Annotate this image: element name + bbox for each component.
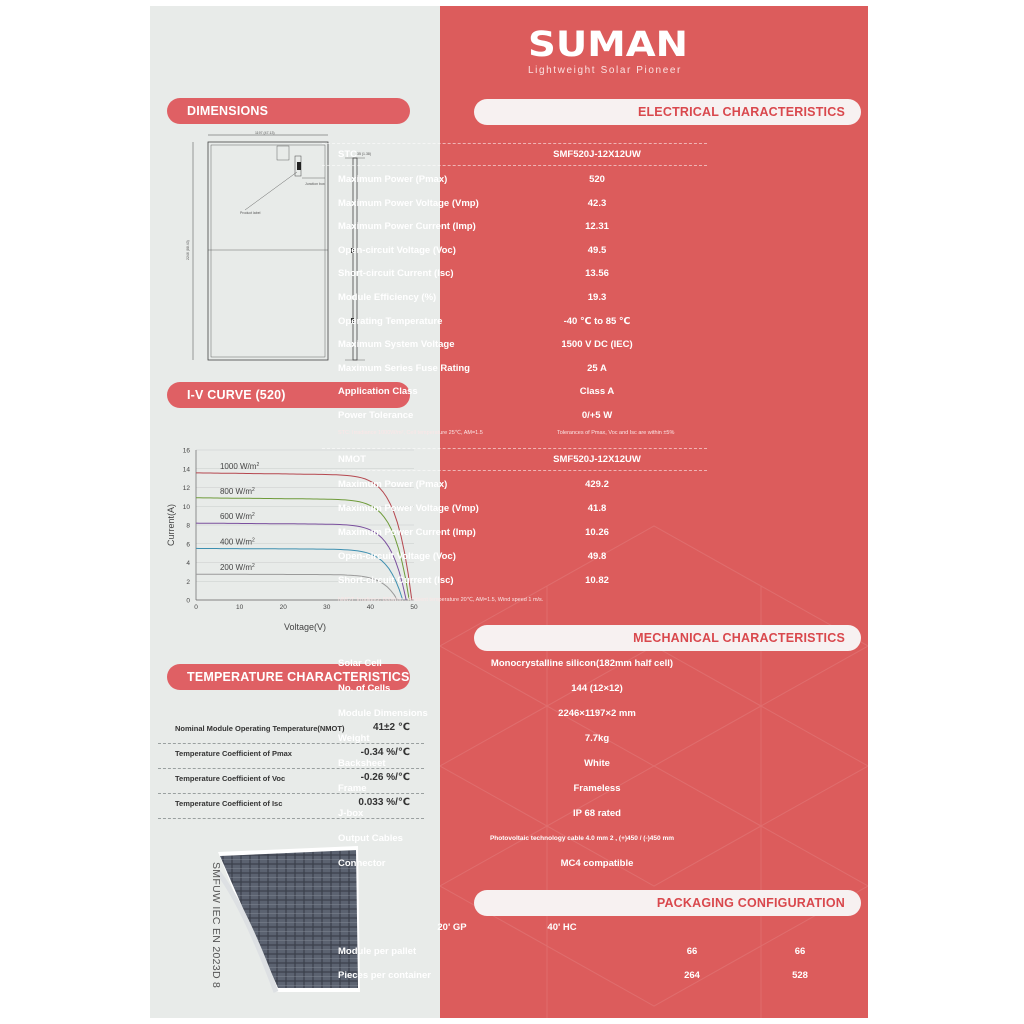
temp-label: Temperature Coefficient of Isc xyxy=(175,799,283,808)
x-tick-label: 0 xyxy=(194,604,198,611)
packaging-label: Pieces per container xyxy=(338,970,431,981)
spec-row xyxy=(322,804,707,824)
stc-note: STC: Irradiance 1000W/m², Cell temperature 25℃, AM=1.5 xyxy=(338,430,483,436)
temp-value: 41±2 ℃ xyxy=(372,722,410,733)
spec-row xyxy=(322,547,707,567)
nmot-header-row xyxy=(322,450,707,470)
x-tick-label: 10 xyxy=(235,604,244,611)
spec-value: Class A xyxy=(579,386,615,398)
spec-value: 0/+5 W xyxy=(581,410,613,421)
y-tick-label: 10 xyxy=(182,503,190,511)
spec-label: Maximum Power Voltage (Vmp) xyxy=(338,503,479,514)
logo-wordmark xyxy=(528,26,698,60)
spec-value: 13.56 xyxy=(585,268,609,280)
spec-label: Maximum Power (Pmax) xyxy=(338,479,448,490)
iv-curve-heading: I-V CURVE (520) xyxy=(167,382,410,408)
packaging-value: 66 xyxy=(794,946,806,957)
spec-value: 19.3 xyxy=(587,292,607,303)
spec-row xyxy=(322,335,707,355)
temp-value: -0.34 %/℃ xyxy=(360,747,410,758)
dim-width-label: 1197 (47.13) xyxy=(255,131,275,135)
spec-row xyxy=(322,729,707,749)
y-tick-label: 8 xyxy=(186,522,190,530)
x-tick-label: 50 xyxy=(410,604,418,611)
x-tick-label: 30 xyxy=(323,604,331,611)
spec-row xyxy=(322,571,707,591)
packaging-row xyxy=(322,942,806,962)
series-label: 400 $W/m^2$ xyxy=(219,537,255,547)
spec-row xyxy=(322,241,707,261)
divider xyxy=(322,470,707,471)
spec-label: Short-circuit Current (Isc) xyxy=(338,575,454,586)
y-tick-label: 14 xyxy=(182,466,190,474)
spec-row xyxy=(322,829,707,849)
spec-label: Backsheet xyxy=(338,758,386,769)
spec-label: Short-circuit Current (Isc) xyxy=(338,268,454,280)
nmot-table xyxy=(322,445,707,615)
mechanical-table xyxy=(322,654,707,884)
spec-value: 41.8 xyxy=(587,503,607,514)
certification-text: SMFUW IEC EN 2023D 8 xyxy=(210,862,222,989)
divider xyxy=(322,143,707,144)
spec-row xyxy=(322,359,707,379)
spec-label: Maximum Power Voltage (Vmp) xyxy=(338,197,479,209)
spec-row xyxy=(322,475,707,495)
divider xyxy=(322,165,707,166)
spec-label: Open-circuit Voltage (Voc) xyxy=(338,551,456,562)
y-tick-label: 6 xyxy=(186,541,190,549)
stc-note-tolerance: Tolerances of Pmax, Voc and Isc are within ±5% xyxy=(557,430,675,436)
logo-text: SUMAN xyxy=(528,26,688,60)
spec-label: Operating Temperature xyxy=(338,315,443,327)
spec-row xyxy=(322,854,707,874)
series-label: 1000 $W/m^2$ xyxy=(219,461,260,471)
temp-label: Temperature Coefficient of Pmax xyxy=(175,749,292,758)
spec-value: 25 A xyxy=(587,362,607,374)
x-tick-label: 40 xyxy=(366,604,375,611)
spec-row xyxy=(322,704,707,724)
spec-row xyxy=(322,217,707,237)
spec-value: Photovoltaic technology cable 4.0 mm 2 , (+)450 / (-)450 mm xyxy=(489,835,675,842)
packaging-value: 66 xyxy=(686,946,698,957)
stc-header: STC xyxy=(338,149,357,160)
spec-row xyxy=(322,264,707,284)
mechanical-heading: MECHANICAL CHARACTERISTICS xyxy=(474,625,861,651)
model-name: SMF520J-12X12UW xyxy=(553,149,641,160)
dimensions-heading: DIMENSIONS xyxy=(167,98,410,124)
spec-value: 10.26 xyxy=(585,527,609,538)
temperature-heading: TEMPERATURE CHARACTERISTICS xyxy=(167,664,410,690)
packaging-label: Module per pallet xyxy=(338,946,417,957)
packaging-value: 528 xyxy=(792,970,808,981)
nmot-note: NMOT: Irradiance 800W/m², Ambient temperature 20℃, AM=1.5, Wind speed 1 m/s. xyxy=(338,597,544,603)
spec-label: Maximum Power Current (Imp) xyxy=(338,527,476,538)
packaging-table xyxy=(322,918,808,998)
y-axis-label: Current(A) xyxy=(166,503,176,547)
spec-row xyxy=(322,194,707,214)
spec-row xyxy=(322,499,707,519)
spec-label: Frame xyxy=(338,783,367,794)
spec-value: MC4 compatible xyxy=(560,858,634,869)
packaging-col-20gp: 20' GP xyxy=(437,922,467,933)
electrical-heading: ELECTRICAL CHARACTERISTICS xyxy=(474,99,861,125)
stc-table xyxy=(322,140,707,440)
spec-value: 1500 V DC (IEC) xyxy=(561,339,633,351)
series-label: 600 $W/m^2$ xyxy=(219,512,255,522)
product-label-callout: Product label xyxy=(240,211,261,215)
spec-value: 42.3 xyxy=(587,197,607,209)
brand-logo xyxy=(528,26,698,76)
spec-value: 49.8 xyxy=(587,551,607,562)
stc-header-row xyxy=(322,145,707,165)
spec-row xyxy=(322,779,707,799)
x-axis-label: Voltage(V) xyxy=(283,622,327,632)
y-tick-label: 16 xyxy=(182,447,190,455)
spec-row xyxy=(322,406,707,426)
spec-row xyxy=(322,170,707,190)
spec-value: 520 xyxy=(589,174,605,185)
spec-row xyxy=(322,288,707,308)
temp-value: -0.26 %/℃ xyxy=(360,772,410,783)
dim-thickness-label: 35 (1.38) xyxy=(357,152,372,156)
x-tick-label: 20 xyxy=(279,604,287,611)
spec-row xyxy=(322,312,707,332)
y-tick-label: 4 xyxy=(186,560,190,567)
logo-tagline: Lightweight Solar Pioneer xyxy=(528,65,682,76)
spec-label: Maximum Power Current (Imp) xyxy=(338,221,476,233)
temp-label: Temperature Coefficient of Voc xyxy=(175,774,286,783)
spec-label: Maximum System Voltage xyxy=(338,339,455,351)
spec-row xyxy=(322,382,707,402)
spec-row xyxy=(322,679,707,699)
spec-value: 7.7kg xyxy=(584,733,610,744)
spec-value: Frameless xyxy=(573,783,621,794)
spec-label: Module Dimensions xyxy=(338,708,428,719)
dim-height-label: 2246 (88.43) xyxy=(186,240,190,260)
temp-value: 0.033 %/℃ xyxy=(358,797,410,808)
spec-row xyxy=(322,754,707,774)
spec-label: Maximum Series Fuse Rating xyxy=(338,362,470,374)
y-tick-label: 2 xyxy=(186,578,190,586)
spec-value: 429.2 xyxy=(585,479,609,490)
spec-label: Connector xyxy=(338,858,386,869)
packaging-row xyxy=(322,966,808,986)
nmot-model-name: SMF520J-12X12UW xyxy=(553,454,641,465)
divider xyxy=(322,448,707,449)
spec-label: J-box xyxy=(338,808,364,819)
junction-box-callout: Junction box xyxy=(305,182,325,186)
spec-label: Weight xyxy=(338,733,370,744)
spec-value: -40 ℃ to 85 ℃ xyxy=(563,315,631,327)
spec-label: Module Efficiency (%) xyxy=(338,292,437,303)
packaging-header-row xyxy=(322,918,707,938)
y-tick-label: 12 xyxy=(182,485,190,492)
spec-label: Maximum Power (Pmax) xyxy=(338,174,448,185)
temp-label: Nominal Module Operating Temperature(NMOT) xyxy=(175,724,345,733)
spec-row xyxy=(322,654,707,674)
spec-value: 10.82 xyxy=(585,575,609,586)
spec-label: Open-circuit Voltage (Voc) xyxy=(338,244,456,256)
spec-value: IP 68 rated xyxy=(573,808,621,819)
spec-row xyxy=(322,523,707,543)
spec-value: White xyxy=(584,758,610,769)
packaging-col-40hc: 40' HC xyxy=(547,922,577,933)
packaging-value: 264 xyxy=(684,970,700,981)
spec-value: 49.5 xyxy=(587,244,607,256)
spec-label: Output Cables xyxy=(338,833,403,844)
spec-value: 144 (12×12) xyxy=(571,683,623,694)
spec-label: Power Tolerance xyxy=(338,410,414,421)
spec-label: Solar Cell xyxy=(338,658,382,669)
spec-label: No. of Cells xyxy=(338,683,391,694)
y-tick-label: 0 xyxy=(186,597,190,605)
spec-label: Application Class xyxy=(338,386,418,398)
series-label: 200 $W/m^2$ xyxy=(219,563,255,573)
nmot-header: NMOT xyxy=(338,454,366,465)
spec-value: 2246×1197×2 mm xyxy=(558,708,636,719)
packaging-heading: PACKAGING CONFIGURATION xyxy=(474,890,861,916)
spec-value: Monocrystalline silicon(182mm half cell) xyxy=(490,658,674,669)
spec-value: 12.31 xyxy=(585,221,609,233)
series-label: 800 $W/m^2$ xyxy=(219,486,255,496)
